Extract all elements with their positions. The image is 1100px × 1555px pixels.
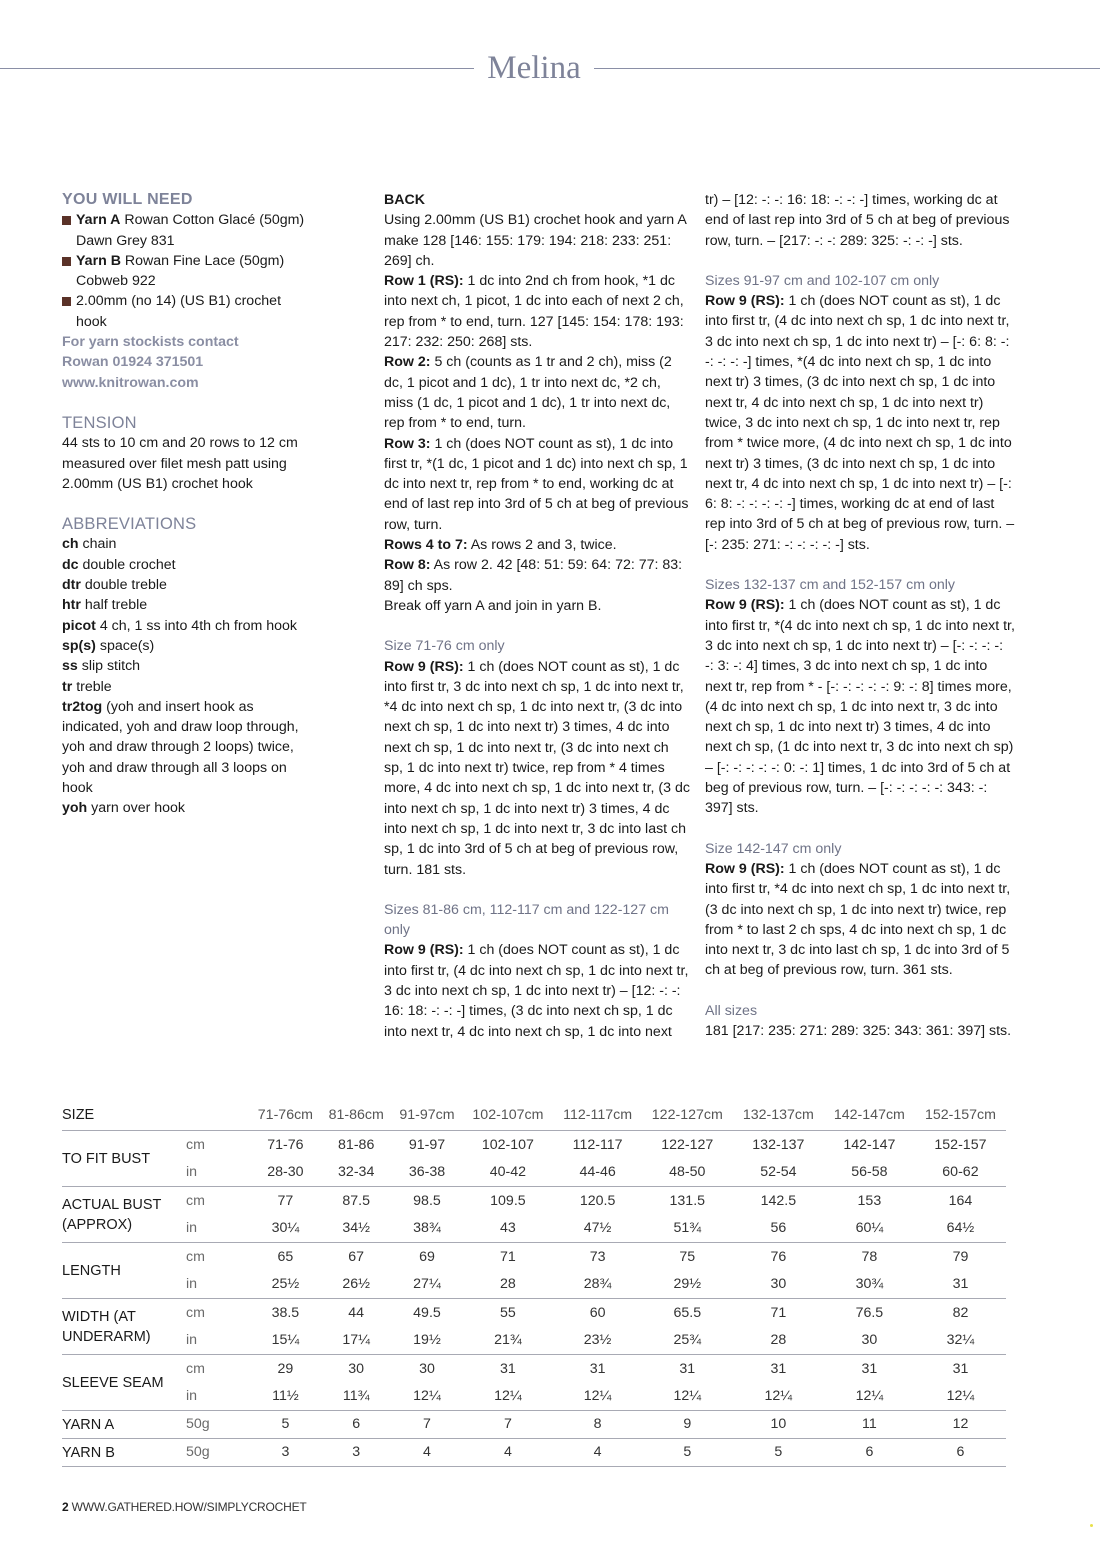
yarn-quantity: 6 (915, 1439, 1006, 1467)
header-rule-left (0, 68, 474, 69)
value-cm: 142.5 (733, 1187, 824, 1216)
measurement-label: WIDTH (AT UNDERARM) (62, 1299, 186, 1355)
value-cm: 152-157 (915, 1131, 1006, 1160)
value-cm: 71 (462, 1243, 553, 1272)
value-in: 12¼ (413, 1388, 441, 1405)
unit-cm: cm (186, 1243, 250, 1272)
value-in: 47½ (583, 1220, 612, 1237)
value-in: 12¼ (855, 1388, 884, 1405)
value-cm: 75 (642, 1243, 733, 1272)
value-cm: 98.5 (392, 1187, 463, 1216)
value-in: 64½ (946, 1220, 975, 1237)
size-81-row-9-continued: tr) – [12: -: -: 16: 18: -: -: -] times, working dc at end of last rep into 3rd of 5 ch at beg of previous row, turn. – [217: -: -: 289: 325: -: -: -] sts. (705, 192, 1010, 249)
value-cm: 31 (642, 1355, 733, 1384)
value-in: 28¾ (583, 1276, 612, 1293)
value-cm: 91-97 (392, 1131, 463, 1160)
decorative-dot (1090, 1524, 1093, 1527)
all-sizes-title: All sizes (705, 1002, 758, 1019)
value-cm: 120.5 (553, 1187, 641, 1216)
value-cm: 30 (321, 1355, 392, 1384)
size-142-title: Size 142-147 cm only (705, 840, 842, 857)
materials-item: Yarn B Rowan Fine Lace (50gm) Cobweb 922 (62, 251, 312, 292)
yarn-quantity: 9 (642, 1411, 733, 1439)
value-cm: 164 (915, 1187, 1006, 1216)
size-header-row (62, 1103, 1006, 1131)
value-cm: 71-76 (250, 1131, 321, 1160)
value-in: 11½ (272, 1388, 299, 1405)
abbreviations-title: ABBREVIATIONS (62, 515, 197, 534)
size-column-header: 102-107cm (472, 1106, 544, 1123)
row-2: Row 2: 5 ch (counts as 1 tr and 2 ch), miss (2 dc, 1 picot and 1 dc), 1 tr into next dc, *2 ch, miss (1 dc, 1 picot and 1 dc), 1 tr into next dc, rep from * to end, turn. (384, 354, 672, 432)
value-in: 30¼ (271, 1220, 300, 1237)
value-cm: 31 (824, 1355, 915, 1384)
yarn-quantity: 6 (824, 1439, 915, 1467)
yarn-quantity: 5 (733, 1439, 824, 1467)
value-cm: 65.5 (642, 1299, 733, 1328)
back-intro: Using 2.00mm (US B1) crochet hook and yarn A make 128 [146: 155: 179: 194: 218: 233: 251: 269] ch. (384, 212, 687, 269)
value-cm: 44 (321, 1299, 392, 1328)
size-column-header: 142-147cm (833, 1106, 905, 1123)
value-cm: 76 (733, 1243, 824, 1272)
value-in: 25¾ (673, 1332, 702, 1349)
yarn-quantity: 5 (642, 1439, 733, 1467)
value-cm: 79 (915, 1243, 1006, 1272)
value-cm: 29 (250, 1355, 321, 1384)
value-in: 60¼ (855, 1220, 884, 1237)
yarn-quantity: 7 (462, 1411, 553, 1439)
unit-cm: cm (186, 1131, 250, 1160)
value-cm: 38.5 (250, 1299, 321, 1328)
abbreviations-list (62, 534, 312, 818)
abbreviation-item: ss slip stitch (62, 658, 141, 675)
rows-4-to-7: Rows 4 to 7: As rows 2 and 3, twice. (384, 537, 617, 554)
yarn-quantity: 12 (915, 1411, 1006, 1439)
size-column-header: 91-97cm (399, 1106, 455, 1123)
pattern-title: Melina (487, 50, 581, 86)
value-cm: 132-137 (733, 1131, 824, 1160)
value-cm: 65 (250, 1243, 321, 1272)
unit-in: in (186, 1220, 198, 1237)
all-sizes-stitch-count: 181 [217: 235: 271: 289: 325: 343: 361: 397] sts. (705, 1022, 1012, 1039)
unit-cell (186, 1103, 250, 1131)
yarn-label: YARN A (62, 1411, 186, 1439)
value-in: 29½ (673, 1276, 702, 1293)
unit-cm: cm (186, 1355, 250, 1384)
value-in: 52-54 (760, 1164, 797, 1181)
value-in: 11¾ (342, 1388, 370, 1405)
value-cm: 77 (250, 1187, 321, 1216)
abbreviation-item: picot 4 ch, 1 ss into 4th ch from hook (62, 617, 297, 634)
value-cm: 142-147 (824, 1131, 915, 1160)
abbreviation-item: yoh yarn over hook (62, 800, 186, 817)
measurement-row-cm (62, 1243, 1006, 1272)
you-will-need-title: YOU WILL NEED (62, 191, 193, 208)
yarn-row (62, 1411, 1006, 1439)
value-cm: 112-117 (553, 1131, 641, 1160)
value-cm: 67 (321, 1243, 392, 1272)
yarn-row (62, 1439, 1006, 1467)
bullet-square-icon (62, 297, 71, 306)
measurement-row-cm (62, 1187, 1006, 1216)
size-column-header: 132-137cm (742, 1106, 814, 1123)
value-in: 12¼ (583, 1388, 612, 1405)
value-in: 12¼ (494, 1388, 522, 1405)
value-in: 32¼ (946, 1332, 975, 1349)
yarn-quantity: 5 (250, 1411, 321, 1439)
unit-in: in (186, 1388, 198, 1405)
row-8: Row 8: As row 2. 42 [48: 51: 59: 64: 72: 77: 83: 89] ch sps. (384, 557, 683, 594)
value-in: 44-46 (579, 1164, 616, 1181)
value-cm: 31 (462, 1355, 553, 1384)
size-column-header: 112-117cm (563, 1106, 633, 1123)
value-cm: 109.5 (462, 1187, 553, 1216)
yarn-quantity: 6 (321, 1411, 392, 1439)
value-in: 38¾ (413, 1220, 441, 1237)
size-71-row-9: Row 9 (RS): 1 ch (does NOT count as st), 1 dc into first tr, 3 dc into next ch sp, 1 dc into next tr, *4 dc into next ch sp, 1 dc into next tr, (3 dc into next ch sp, 1 dc into next tr) 3 times, 4 dc into next ch sp, 1 dc into next tr, (3 dc into next ch sp, 1 dc into next tr) twice, rep from * 4 times more, 4 dc into next ch sp, 1 dc into next tr, (3 dc into next ch sp, 1 dc into next tr) 3 times, 4 dc into next ch sp, 1 dc into next tr, 3 dc into last ch sp, 1 dc into 3rd of 5 ch at beg of previous row, turn. 181 sts. (384, 658, 690, 878)
yarn-quantity: 4 (392, 1439, 463, 1467)
measurement-label: TO FIT BUST (62, 1131, 186, 1187)
measurement-row-cm (62, 1355, 1006, 1384)
value-cm: 71 (733, 1299, 824, 1328)
value-in: 32-34 (338, 1164, 375, 1181)
materials-item: 2.00mm (no 14) (US B1) crochet hook (62, 291, 312, 332)
measurement-row-cm (62, 1131, 1006, 1160)
value-in: 30 (861, 1332, 878, 1349)
unit-cm: cm (186, 1187, 250, 1216)
value-in: 12¼ (764, 1388, 793, 1405)
measurement-row-in (62, 1383, 1006, 1411)
abbreviation-item: sp(s) space(s) (62, 637, 155, 654)
abbreviation-item: ch chain (62, 536, 117, 553)
value-in: 28-30 (267, 1164, 304, 1181)
value-cm: 31 (553, 1355, 641, 1384)
abbreviation-item: dtr double treble (62, 577, 167, 594)
measurement-row-in (62, 1159, 1006, 1187)
unit-in: in (186, 1164, 198, 1181)
size-71-title: Size 71-76 cm only (384, 638, 505, 655)
measurement-row-in (62, 1215, 1006, 1243)
yarn-quantity: 4 (553, 1439, 641, 1467)
column-back-continued (705, 190, 1015, 1041)
yarn-quantity: 8 (553, 1411, 641, 1439)
value-in: 28 (500, 1276, 516, 1293)
value-in: 19½ (413, 1332, 441, 1349)
value-in: 43 (500, 1220, 516, 1237)
column-materials (62, 190, 312, 819)
value-in: 28 (770, 1332, 787, 1349)
row-1: Row 1 (RS): 1 dc into 2nd ch from hook, *1 dc into next ch, 1 picot, 1 dc into each of next 2 ch, rep from * to end, turn. 127 [145: 154: 178: 193: 217: 232: 250: 268] sts. (384, 273, 684, 351)
stockist-contact: For yarn stockists contact (62, 334, 239, 351)
size-column-header: 152-157cm (924, 1106, 996, 1123)
size-column-header: 71-76cm (257, 1106, 313, 1123)
yarn-quantity: 4 (462, 1439, 553, 1467)
value-in: 12¼ (673, 1388, 702, 1405)
value-in: 51¾ (673, 1220, 702, 1237)
stockist-phone: Rowan 01924 371501 (62, 354, 204, 371)
unit-in: in (186, 1276, 198, 1293)
abbreviation-item: htr half treble (62, 597, 148, 614)
measurement-row-in (62, 1327, 1006, 1355)
size-132-title: Sizes 132-137 cm and 152-157 cm only (705, 577, 955, 594)
value-in: 30¾ (855, 1276, 884, 1293)
value-in: 30 (770, 1276, 787, 1293)
size-table (62, 1103, 1006, 1467)
value-in: 21¾ (494, 1332, 522, 1349)
measurement-row-cm (62, 1299, 1006, 1328)
header-rule-right (594, 68, 1100, 69)
page-header (0, 48, 1100, 92)
value-cm: 31 (915, 1355, 1006, 1384)
value-in: 48-50 (669, 1164, 706, 1181)
value-in: 40-42 (489, 1164, 527, 1181)
size-column-header: 122-127cm (651, 1106, 723, 1123)
measurement-row-in (62, 1271, 1006, 1299)
value-cm: 69 (392, 1243, 463, 1272)
size-label: SIZE (62, 1107, 95, 1123)
value-cm: 55 (462, 1299, 553, 1328)
value-in: 15¼ (271, 1332, 300, 1349)
unit-cm: cm (186, 1299, 250, 1328)
value-in: 56 (770, 1220, 787, 1237)
value-in: 36-38 (408, 1164, 446, 1181)
measurement-label: ACTUAL BUST (APPROX) (62, 1187, 186, 1243)
unit-in: in (186, 1332, 198, 1349)
abbreviation-item: dc double crochet (62, 556, 176, 573)
value-in: 23½ (583, 1332, 612, 1349)
value-cm: 78 (824, 1243, 915, 1272)
value-in: 56-58 (851, 1164, 888, 1181)
size-91-row-9: Row 9 (RS): 1 ch (does NOT count as st), 1 dc into first tr, (4 dc into next ch sp, 1 dc into next tr, 3 dc into next ch sp, 1 dc into next tr) – [-: 6: 8: -: -: -: -: -] times, *(4 dc into next ch sp, 1 dc into next tr) 3 times, (3 dc into next ch sp, 1 dc into next tr, 4 dc into next ch sp, 1 dc into next tr) twice, 3 dc into next ch sp, 1 dc into next tr, rep from * twice more, (4 dc into next ch sp, 1 dc into next tr) 3 times, (3 dc into next ch sp, 1 dc into next tr, 4 dc into next ch sp, 1 dc into next tr) – [-: 6: 8: -: -: -: -: -] times, working dc at end of last rep into 3rd of 5 ch at beg of previous row, turn. – [-: 235: 271: -: -: -: -: -] sts. (705, 293, 1015, 553)
value-cm: 60 (553, 1299, 641, 1328)
value-cm: 87.5 (321, 1187, 392, 1216)
value-in: 60-62 (942, 1164, 979, 1181)
value-in: 34½ (342, 1220, 370, 1237)
value-in: 27¼ (413, 1276, 441, 1293)
break-yarn-note: Break off yarn A and join in yarn B. (384, 597, 602, 614)
yarn-quantity: 10 (733, 1411, 824, 1439)
abbreviation-item: tr2tog (yoh and insert hook as indicated, yoh and draw loop through, yoh and draw through 2 loops) twice, yoh and draw through all 3 loops on hook (62, 698, 299, 797)
value-cm: 49.5 (392, 1299, 463, 1328)
size-142-row-9: Row 9 (RS): 1 ch (does NOT count as st), 1 dc into first tr, *4 dc into next ch sp, 1 dc into next tr, (3 dc into next ch sp, 1 dc into next tr) twice, rep from * to last 2 ch sps, 4 dc into next ch sp, 1 dc into next tr, 3 dc into last ch sp, 1 dc into 3rd of 5 ch at beg of previous row, turn. 361 sts. (705, 860, 1011, 979)
column-back-instructions (384, 190, 690, 1042)
yarn-unit: 50g (186, 1411, 250, 1439)
size-91-title: Sizes 91-97 cm and 102-107 cm only (705, 272, 940, 289)
value-cm: 30 (392, 1355, 463, 1384)
value-cm: 131.5 (642, 1187, 733, 1216)
value-cm: 82 (915, 1299, 1006, 1328)
yarn-quantity: 7 (392, 1411, 463, 1439)
value-in: 12¼ (946, 1388, 975, 1405)
yarn-quantity: 11 (824, 1411, 915, 1439)
page-footer (62, 1497, 307, 1517)
value-cm: 73 (553, 1243, 641, 1272)
yarn-quantity: 3 (250, 1439, 321, 1467)
value-in: 25½ (271, 1276, 300, 1293)
value-cm: 76.5 (824, 1299, 915, 1328)
abbreviation-item: tr treble (62, 678, 112, 695)
bullet-square-icon (62, 257, 71, 266)
tension-text: 44 sts to 10 cm and 20 rows to 12 cm measured over filet mesh patt using 2.00mm (US B1) crochet hook (62, 435, 298, 492)
tension-title: TENSION (62, 413, 137, 432)
materials-list (62, 210, 312, 332)
measurement-label: LENGTH (62, 1243, 186, 1299)
value-in: 17¼ (342, 1332, 370, 1349)
value-in: 26½ (342, 1276, 370, 1293)
value-cm: 102-107 (462, 1131, 553, 1160)
size-132-row-9: Row 9 (RS): 1 ch (does NOT count as st), 1 dc into first tr, *(4 dc into next ch sp, 1 dc into next tr, 3 dc into next ch sp, 1 dc into next tr) – [-: -: -: -: -: 3: -: 4] times, 3 dc into next ch sp, 1 dc into next tr, rep from * - [-: -: -: -: -: 9: -: 8] times more, (4 dc into next ch sp, 1 dc into next tr, 3 dc into next ch sp, 1 dc into next tr) 3 times, 4 dc into next ch sp, (1 dc into next tr, 3 dc into next ch sp) – [-: -: -: -: -: 0: -: 1] times, 1 dc into 3rd of 5 ch at beg of previous row, turn. – [-: -: -: -: -: 343: -: 397] sts. (705, 597, 1015, 817)
back-title: BACK (384, 192, 425, 208)
yarn-label: YARN B (62, 1439, 186, 1467)
yarn-quantity: 3 (321, 1439, 392, 1467)
materials-item: Yarn A Rowan Cotton Glacé (50gm) Dawn Grey 831 (62, 210, 312, 251)
footer-url[interactable]: WWW.GATHERED.HOW/SIMPLYCROCHET (71, 1500, 307, 1514)
value-in: 31 (952, 1276, 969, 1293)
value-cm: 81-86 (321, 1131, 392, 1160)
row-3: Row 3: 1 ch (does NOT count as st), 1 dc into first tr, *(1 dc, 1 picot and 1 dc) into next ch sp, 1 dc into next tr, rep from * to end, working dc at end of last rep into 3rd of 5 ch at beg of previous row, turn. (384, 435, 689, 533)
yarn-unit: 50g (186, 1439, 250, 1467)
size-column-header: 81-86cm (328, 1106, 384, 1123)
bullet-square-icon (62, 216, 71, 225)
stockist-website[interactable]: www.knitrowan.com (62, 374, 199, 391)
measurement-label: SLEEVE SEAM (62, 1355, 186, 1411)
page-number: 2 (62, 1500, 69, 1514)
size-81-row-9: Row 9 (RS): 1 ch (does NOT count as st), 1 dc into first tr, (4 dc into next ch sp, 1 dc into next tr, 3 dc into next ch sp, 1 dc into next tr) – [12: -: -: 16: 18: -: -: -] times, (3 dc into next ch sp, 1 dc into next tr, 4 dc into next ch sp, 1 dc into next (384, 942, 689, 1040)
size-81-title: Sizes 81-86 cm, 112-117 cm and 122-127 cm only (384, 901, 669, 939)
value-cm: 153 (824, 1187, 915, 1216)
value-cm: 31 (733, 1355, 824, 1384)
value-cm: 122-127 (642, 1131, 733, 1160)
